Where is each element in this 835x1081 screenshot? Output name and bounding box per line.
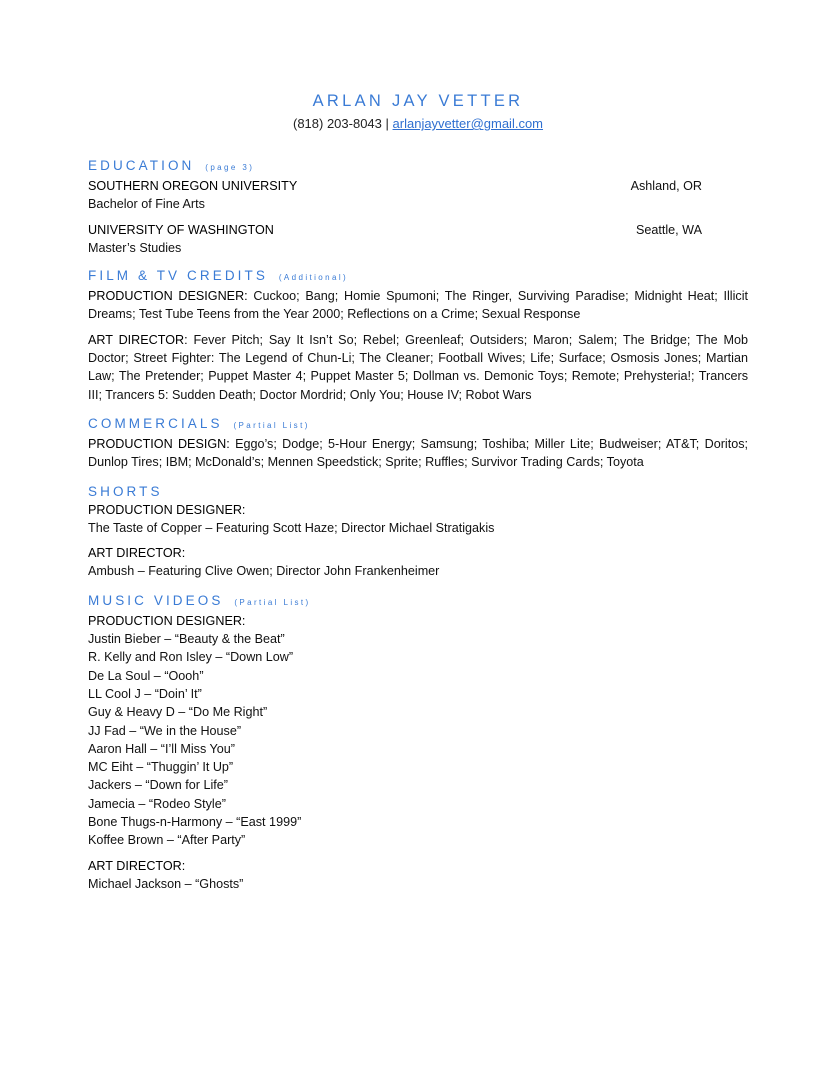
commercials-credits [88, 435, 748, 472]
shorts-heading [88, 483, 748, 501]
education-heading [88, 157, 748, 177]
list-item: Justin Bieber – “Beauty & the Beat” [88, 632, 285, 647]
art-director-list [88, 875, 748, 893]
contact-separator: | [385, 116, 389, 131]
education-title: EDUCATION [88, 158, 195, 173]
music-videos-heading [88, 592, 748, 612]
credits-text: The Taste of Copper – Featuring Scott Haze; Director Michael Stratigakis [88, 520, 495, 535]
credits-text: Fever Pitch; Say It Isn’t So; Rebel; Greenleaf; Outsiders; Maron; Salem; The Bridge; The Mob Doctor; Street Fighter: The Legend of Chun-Li; The Cleaner; Football Wives; Life; Surface; Osmosis Jones; Martian Law; The Pretender; Puppet Master 4; Puppet Master 5; Dollman vs. Demonic Toys; Remote; Prehysteria!; Trancers III; Trancers 5: Sudden Death; Doctor Mordrid; Only You; House IV; Robot Wars [88, 332, 748, 402]
credits-text: Cuckoo; Bang; Homie Spumoni; The Ringer, Surviving Paradise; Midnight Heat; Illicit Dreams; Test Tube Teens from the Year 2000; Reflections on a Crime; Sexual Response [88, 289, 748, 322]
role-label: PRODUCTION DESIGNER: [88, 502, 246, 517]
resume-header [88, 91, 748, 133]
list-item: R. Kelly and Ron Isley – “Down Low” [88, 650, 294, 665]
film-tv-production-designer [88, 287, 748, 324]
music-video-list [88, 630, 748, 850]
school-name: SOUTHERN OREGON UNIVERSITY [88, 179, 298, 193]
list-item: De La Soul – “Oooh” [88, 668, 204, 683]
music-videos-title: MUSIC VIDEOS [88, 592, 224, 608]
resume-page [88, 0, 748, 893]
list-item: Jamecia – “Rodeo Style” [88, 796, 226, 811]
list-item: Jackers – “Down for Life” [88, 778, 228, 793]
commercials-title: COMMERCIALS [88, 415, 223, 431]
role-label: ART DIRECTOR: [88, 546, 186, 561]
role-label: PRODUCTION DESIGN: [88, 436, 230, 451]
music-videos-subtitle: (Partial List) [234, 597, 311, 607]
phone-number: (818) 203-8043 [292, 116, 382, 131]
school-degree: Master’s Studies [88, 240, 182, 255]
role-label: ART DIRECTOR: [88, 858, 186, 873]
school-name: UNIVERSITY OF WASHINGTON [88, 222, 274, 237]
role-label: PRODUCTION DESIGNER: [88, 289, 248, 304]
credits-text: Eggo’s; Dodge; 5-Hour Energy; Samsung; Toshiba; Miller Lite; Budweiser; AT&T; Doritos; Dunlop Tires; IBM; McDonald’s; Mennen Speedstick; Sprite; Ruffles; Survivor Trading Cards; Toyota [88, 436, 748, 470]
school-entry [88, 177, 748, 214]
commercials-subtitle: (Partial List) [233, 420, 310, 430]
list-item: Bone Thugs-n-Harmony – “East 1999” [88, 815, 302, 830]
list-item: Koffee Brown – “After Party” [88, 833, 246, 848]
commercials-heading [88, 415, 748, 435]
role-label: ART DIRECTOR: [88, 332, 188, 347]
school-entry [88, 221, 748, 258]
film-tv-subtitle: (Additional) [278, 273, 349, 283]
school-degree: Bachelor of Fine Arts [88, 197, 205, 212]
list-item: Michael Jackson – “Ghosts” [88, 876, 244, 891]
film-tv-heading [88, 267, 748, 287]
list-item: JJ Fad – “We in the House” [88, 723, 242, 738]
credits-text: Ambush – Featuring Clive Owen; Director John Frankenheimer [88, 564, 440, 579]
list-item: LL Cool J – “Doin’ It” [88, 686, 202, 701]
film-tv-title: FILM & TV CREDITS [88, 268, 268, 284]
contact-line [88, 115, 748, 133]
list-item: MC Eiht – “Thuggin’ It Up” [88, 760, 234, 775]
role-label: PRODUCTION DESIGNER: [88, 613, 246, 628]
candidate-name: ARLAN JAY VETTER [312, 92, 524, 110]
list-item: Guy & Heavy D – “Do Me Right” [88, 705, 268, 720]
school-location: Ashland, OR [630, 179, 702, 193]
film-tv-art-director [88, 331, 748, 404]
school-location: Seattle, WA [635, 222, 702, 237]
email-link[interactable]: arlanjayvetter@gmail.com [392, 116, 544, 131]
shorts-title: SHORTS [88, 483, 163, 499]
list-item: Aaron Hall – “I’ll Miss You” [88, 741, 235, 756]
education-subtitle: (page 3) [205, 163, 255, 172]
